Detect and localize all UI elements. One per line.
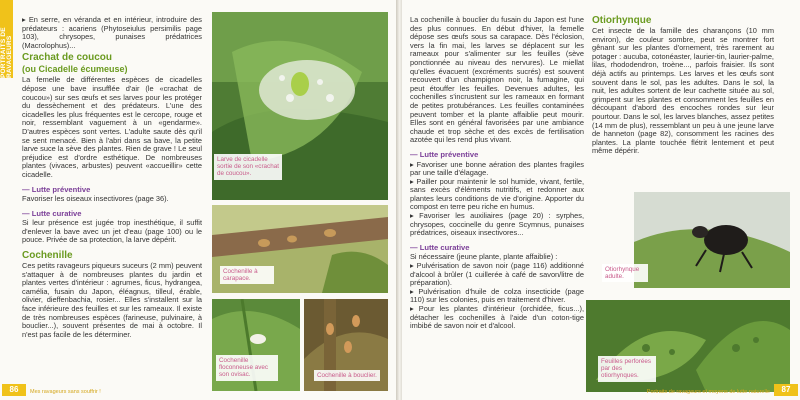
cicadelle-caption: Larve de cicadelle sortie de son «crachat de coucou».	[214, 154, 282, 180]
crachat-curative-body: Si leur présence est jugée trop inesthétique, il suffit d'enlever la bave avec un jet d'eau (page 100) ou le pouce. Privée de sa protection, la larve dépérit.	[22, 218, 202, 245]
section-tab-label: PORTRAITS DE RAVAGEURS	[0, 27, 13, 78]
crachat-prevention-body: Favoriser les oiseaux insectivores (page 36).	[22, 194, 169, 204]
crachat-curative-heading: — Lutte curative	[22, 208, 82, 218]
left-page	[0, 0, 398, 400]
intro-paragraph: ▸ En serre, en véranda et en intérieur, introduire des prédateurs : acariens (Phytoseiulus persimilis page 103), chrysopes, punaises prédatrices (Macrolophus)...	[22, 15, 203, 50]
cochenille-body: Ces petits ravageurs piqueurs suceurs (2 mm) peuvent s'attaquer à de nombreuses plantes du jardin et plantes vertes d'intérieur : agrumes, ficus, hydrangea, camélia, fusain du Japon, éléagnus, tilleul, érable, olivier, dieffenbachia, rosier... Elles s'installent sur la face inférieure des feuilles et sur les rameaux. Il existe de très nombreuses espèces (farineuse, pulvinaire, à bouclier...), souvent présentes de mai à octobre. Il n'est pas facile de les déterminer.	[22, 261, 202, 339]
crachat-heading: Crachat de coucou	[22, 52, 113, 64]
footer-left: Mes ravageurs sans souffrir !	[30, 389, 101, 395]
cochenille-heading: Cochenille	[22, 250, 73, 262]
cochenille-prevention-item: ▸ Favoriser une bonne aération des plantes fragiles par une taille d'élagage.	[410, 159, 584, 178]
right-text-column-1	[410, 16, 584, 331]
cochenille-curative-intro: Si nécessaire (jeune plante, plante affaiblie) :	[410, 252, 558, 262]
page-number-right: 87	[774, 384, 798, 396]
bouclier-body: La cochenille à bouclier du fusain du Japon est l'une des plus connues. En début d'hiver, la femelle dépose ses œufs sous sa carapace. Dès l'éclosion, vers la fin mai, les larves se déplacent sur les rameaux pour s'alimenter sur les feuilles (sève ponctionnée au niveau des nervures). Le miellat qu'elles évacuent (excréments sucrés) est souvent recouvert d'un champignon noir, la fumagine, qui peut étouffer les feuilles. Devenues adultes, les cochenilles s'incrustent sur les rameaux en formant de petites protubérances. Les feuilles contaminées peuvent tomber et la plante affaiblie peut mourir. Elles sont en général favorisées par une ambiance chaude et trop sèche et des excès de fertilisation azotée qui les rend plus vivant.	[410, 15, 584, 145]
cochenille-carapace-caption: Cochenille à carapace.	[220, 266, 274, 284]
cochenille-curative-heading: — Lutte curative	[410, 242, 470, 252]
cochenille-curative-item: ▸ Pulvérisation de savon noir (page 116) additionné d'alcool à brûler (1 cuillerée à café de savon/litre de préparation).	[410, 261, 585, 288]
cochenille-bouclier-caption: Cochenille à bouclier.	[314, 370, 380, 381]
cochenille-prevention-item: ▸ Pailler pour maintenir le sol humide, vivant, fertile, sans excès d'éléments nutritifs, et redonner aux plantes leurs conditions de vie d'origine. Apporter du compost en terre peu riche en humus.	[410, 176, 585, 212]
page-number-left: 86	[2, 384, 26, 396]
otiorhynque-body: Cet insecte de la famille des charançons (10 mm environ), de couleur sombre, peut se montrer fort gênant sur les plantes d'ornement, très rarement au potager : aucuba, cotonéaster, laurier-tin, laurier-palme, lilas, rhododendron, troène..., parfois fraisier. Ils sont déjà actifs au printemps. Les larves et les œufs sont souvent dans le sol, pas les adultes. Dans le sol, la nuit, les adultes sortent de leur cachette située au sol, grimpent sur les plantes et consomment les feuilles en découpant d'abord des encoches rondes sur leur pourtour. Dans le sol, les larves blanches, assez petites (14 mm de plus), ressemblant un peu à une jeune larve de hanneton (page 82), consomment les racines des plantes. La plante touchée flétrit lentement et peut même dépérir.	[592, 26, 774, 156]
cochenille-floconneuse-caption: Cochenille floconneuse avec son ovisac.	[216, 355, 278, 381]
crachat-prevention-heading: — Lutte préventive	[22, 184, 91, 194]
section-tab	[0, 0, 13, 78]
crachat-body: La femelle de différentes espèces de cicadelles dépose une bave insufflée d'air (le «crachat de coucou») sur ses œufs et ses larves pour les protéger du dessèchement et des prédateurs. L'une des cicadelles les plus fréquentes est le cercope, rouge et noir, ressemblant vaguement à un «gendarme». D'autres espèces sont vertes. L'adulte saute dès qu'il se sent menacé. Bien à l'abri dans sa bave, la petite larve suce la sève des plantes. Rien de grave ! Le seul préjudice est d'ordre esthétique. De nombreuses plantes (vivaces, arbustes) peuvent «accueillir» cette cicadelle.	[22, 75, 202, 179]
left-text-column	[22, 16, 202, 339]
crachat-subheading: (ou Cicadelle écumeuse)	[22, 64, 128, 75]
cochenille-prevention-item: ▸ Favoriser les auxiliaires (page 20) : syrphes, chrysopes, coccinelle du genre Scymnus, punaises prédatrices, oiseaux insectivores...	[410, 211, 585, 238]
otiorhynque-heading: Otiorhynque	[592, 15, 652, 26]
feuilles-perforees-caption: Feuilles perforées par des otiorhynques.	[598, 356, 656, 382]
right-text-column-2	[592, 16, 774, 156]
footer-right: Portraits de ravageurs et moyens de lutte naturelle	[646, 389, 770, 395]
cochenille-prevention-heading: — Lutte préventive	[410, 149, 479, 159]
right-page	[402, 0, 800, 400]
cochenille-curative-item: ▸ Pour les plantes d'intérieur (orchidée, ficus...), détacher les cochenilles à l'aide d'un coton-tige imbibé de savon noir et d'alcool.	[410, 304, 585, 331]
otiorhynque-photo	[634, 192, 790, 288]
cochenille-curative-item: ▸ Pulvérisation d'huile de colza insecticide (page 110) sur les colonies, puis en traitement d'hiver.	[410, 286, 584, 305]
otiorhynque-caption: Otiorhynque adulte.	[602, 264, 648, 282]
